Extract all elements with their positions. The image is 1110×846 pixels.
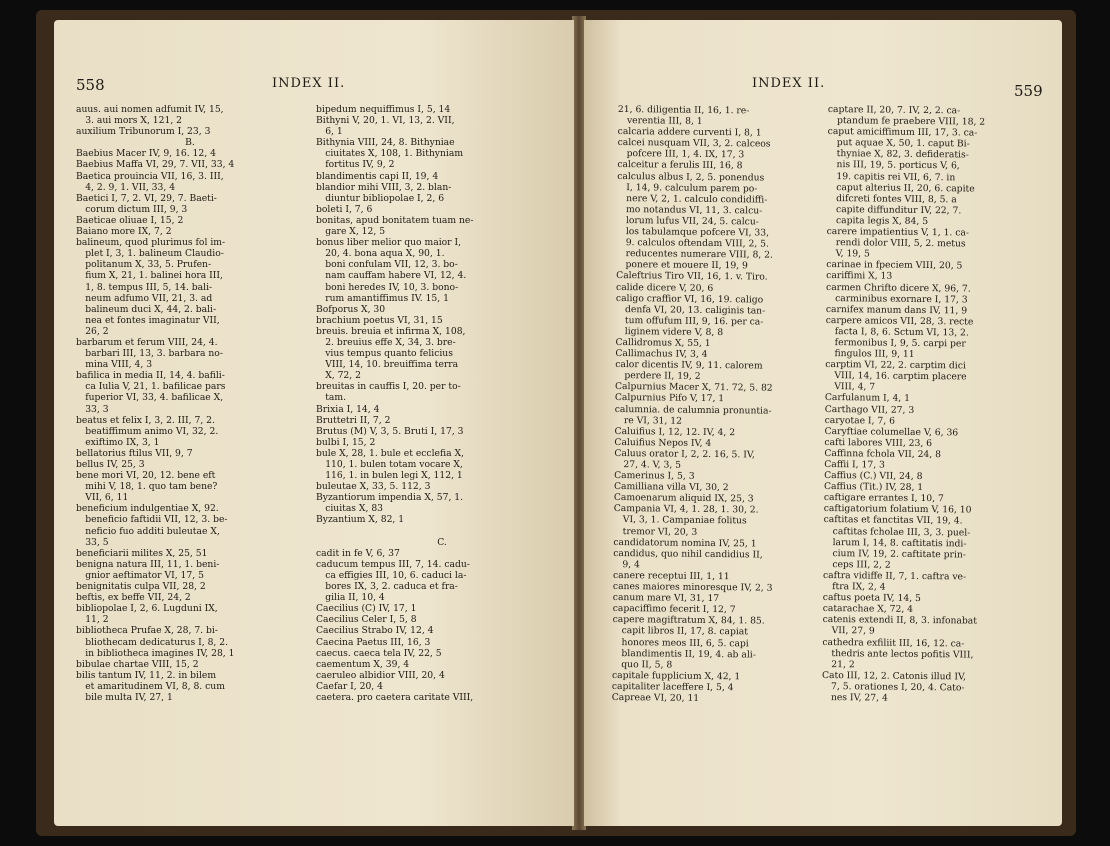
index-line: carpere amicos VII, 28, 3. recte bbox=[825, 314, 974, 328]
index-line: Capreae VI, 20, 11 bbox=[611, 691, 700, 704]
index-line: caetera. pro caetera caritate VIII, bbox=[316, 691, 474, 703]
index-line: capita legis X, 84, 5 bbox=[826, 214, 929, 227]
index-line: fortitus IV, 9, 2 bbox=[316, 159, 395, 171]
index-line: 20, 4. bona aqua X, 90, 1. bbox=[316, 248, 445, 260]
index-line: boni confulam VII, 12, 3. bo- bbox=[316, 259, 458, 271]
index-line: V, 19, 5 bbox=[826, 248, 870, 260]
index-line: caftigatorium folatium V, 16, 10 bbox=[823, 503, 972, 516]
index-line: caftitas fcholae III, 3, 3. puel- bbox=[823, 525, 971, 539]
index-line: calumnia. de calumnia pronuntia- bbox=[614, 403, 772, 417]
index-line: Brixia I, 14, 4 bbox=[316, 403, 380, 415]
index-line: Caffius (Tit.) IV, 28, 1 bbox=[823, 481, 924, 494]
index-line: balineum duci X, 44, 2. bali- bbox=[76, 303, 217, 315]
index-line: Byzantiorum impendia X, 57, 1. bbox=[316, 492, 464, 504]
index-line: vius tempus quanto felicius bbox=[316, 348, 453, 360]
index-line: pofcere III, 1, 4. IX, 17, 3 bbox=[617, 148, 745, 161]
index-line: 26, 2 bbox=[76, 325, 109, 337]
index-line: exiftimo IX, 3, 1 bbox=[76, 436, 160, 448]
index-line: Camoenarum aliquid IX, 25, 3 bbox=[613, 492, 754, 505]
index-line: neum adfumo VII, 21, 3. ad bbox=[76, 292, 213, 304]
index-line: caeruleo albidior VIII, 20, 4 bbox=[316, 669, 445, 681]
index-line: quo II, 5, 8 bbox=[612, 658, 673, 671]
index-line: 9, 4 bbox=[613, 558, 640, 571]
index-line: beneficio faftidii VII, 12, 3. be- bbox=[76, 514, 228, 526]
index-line: reducentes numerare VIII, 8, 2. bbox=[616, 248, 773, 261]
index-line: fium X, 21, 1. balinei hora III, bbox=[76, 270, 223, 282]
index-line bbox=[316, 526, 568, 537]
index-line: VIII, 4, 7 bbox=[824, 381, 876, 393]
index-line: boleti I, 7, 6 bbox=[316, 203, 373, 215]
index-line: 9. calculos oftendam VIII, 2, 5. bbox=[616, 237, 769, 250]
index-line: caftra vidiffe II, 7, 1. caftra ve- bbox=[823, 569, 967, 583]
index-line: put aquae X, 50, 1. caput Bi- bbox=[827, 137, 970, 150]
index-line: 2. breuius effe X, 34, 3. bre- bbox=[316, 336, 456, 348]
index-line: Baiano more IX, 7, 2 bbox=[76, 226, 172, 238]
index-line: tum offufum III, 9, 16. per ca- bbox=[615, 314, 764, 328]
index-line: bipedum nequiffimus I, 5, 14 bbox=[316, 104, 451, 115]
index-line: Camilliana villa VI, 30, 2 bbox=[613, 481, 729, 494]
left-page bbox=[54, 20, 574, 826]
index-line: Bruttetri II, 7, 2 bbox=[316, 414, 391, 426]
index-line: carere impatientius V, 1, 1. ca- bbox=[826, 226, 970, 239]
index-line: rendi dolor VIII, 5, 2. metus bbox=[826, 237, 966, 250]
index-line: caducum tempus III, 7, 14. cadu- bbox=[316, 558, 470, 570]
index-line: blandimentis capi II, 19, 4 bbox=[316, 170, 439, 182]
index-line: Callidromus X, 55, 1 bbox=[615, 336, 711, 349]
index-line: Campania VI, 4, 1. 28, 1. 30, 2. bbox=[613, 503, 759, 516]
index-line: VII, 6, 11 bbox=[76, 492, 129, 504]
index-line: Baebius Macer IV, 9, 16. 12, 4 bbox=[76, 148, 216, 160]
right-page bbox=[584, 20, 1062, 826]
index-line: Caecina Paetus III, 16, 3 bbox=[316, 636, 431, 648]
index-line: breuis. breuia et infirma X, 108, bbox=[316, 325, 466, 337]
index-line: gare X, 12, 5 bbox=[316, 226, 386, 238]
index-line: diuntur bibliopolae I, 2, 6 bbox=[316, 192, 445, 204]
index-line: bores IX, 3, 2. caduca et fra- bbox=[316, 581, 458, 593]
index-line: perdere II, 19, 2 bbox=[615, 370, 701, 383]
index-line: benigna natura III, 11, 1. beni- bbox=[76, 558, 220, 570]
index-line: denfa VI, 20, 13. caliginis tan- bbox=[615, 303, 766, 317]
index-line: catarachae X, 72, 4 bbox=[822, 603, 914, 616]
index-line: thedris ante lectos pofitis VIII, bbox=[822, 647, 974, 661]
index-line: verentia III, 8, 1 bbox=[617, 115, 703, 127]
index-line: calcaria addere curventi I, 8, 1 bbox=[617, 126, 762, 139]
index-line: Baebius Maffa VI, 29, 7. VII, 33, 4 bbox=[76, 159, 235, 171]
index-line: larum I, 14, 8. caftitatis indi- bbox=[823, 536, 967, 550]
index-line: ftra IX, 2, 4 bbox=[822, 581, 886, 593]
index-line: caryotae I, 7, 6 bbox=[824, 414, 896, 427]
index-line: liginem videre V, 8, 8 bbox=[615, 325, 724, 338]
index-line: caligo craffior VI, 16, 19. caligo bbox=[615, 292, 764, 306]
index-line: thyniae X, 82, 3. defideratis- bbox=[827, 148, 969, 161]
index-line: brachium poetus VI, 31, 15 bbox=[316, 314, 443, 326]
index-line: los tabulamque pofcere VI, 33, bbox=[616, 226, 770, 239]
index-line: caput amiciffimum III, 17, 3. ca- bbox=[827, 126, 978, 139]
index-line: neficio fuo additi buleutae X, bbox=[76, 525, 220, 537]
index-line: Camerinus I, 5, 3 bbox=[614, 470, 695, 482]
index-line: tremor VI, 20, 3 bbox=[613, 525, 698, 538]
index-line: bulbi I, 15, 2 bbox=[316, 436, 376, 448]
index-line: blandimentis II, 19, 4. ab ali- bbox=[612, 647, 756, 661]
index-line: bibulae chartae VIII, 15, 2 bbox=[76, 658, 199, 670]
index-line: politanum X, 33, 5. Prufen- bbox=[76, 259, 212, 271]
index-line: bule X, 28, 1. bule et ecclefia X, bbox=[316, 447, 464, 459]
index-line: Bithyni V, 20, 1. VI, 13, 2. VII, bbox=[316, 115, 455, 127]
index-line: Bofporus X, 30 bbox=[316, 303, 386, 315]
index-line: mina VIII, 4, 3 bbox=[76, 359, 153, 371]
index-line: beatus et felix I, 3, 2. III, 7, 2. bbox=[76, 414, 215, 426]
index-line: balineum, quod plurimus fol im- bbox=[76, 237, 226, 249]
index-line: honores meos III, 6, 5. capi bbox=[612, 636, 749, 649]
index-line: 4, 2. 9, 1. VII, 33, 4 bbox=[76, 181, 176, 193]
index-line: calceitur a ferulis III, 16, 8 bbox=[617, 159, 743, 172]
index-line: ceps III, 2, 2 bbox=[823, 558, 891, 571]
right-running-head: INDEX II. bbox=[752, 76, 826, 91]
index-line: capite diffunditur IV, 22, 7. bbox=[826, 203, 962, 217]
index-line: beatiffimum animo VI, 32, 2. bbox=[76, 425, 219, 437]
index-line: 110, 1. bulen totam vocare X, bbox=[316, 459, 463, 470]
index-line: carinae in fpeciem VIII, 20, 5 bbox=[826, 259, 963, 272]
left-page-number: 558 bbox=[76, 76, 105, 94]
right-index-column-1 bbox=[612, 104, 818, 705]
index-line: carptim VI, 22, 2. carptim dici bbox=[825, 359, 966, 372]
index-line: tam. bbox=[316, 392, 346, 404]
index-line: capit libros II, 17, 8. capiat bbox=[612, 625, 749, 638]
index-line: bonitas, apud bonitatem tuam ne- bbox=[316, 214, 474, 226]
index-line: 3. aui mors X, 121, 2 bbox=[76, 115, 183, 127]
index-line: Carthago VII, 27, 3 bbox=[824, 403, 915, 416]
index-line: ca Iulia V, 21, 1. bafilicae pars bbox=[76, 381, 226, 393]
index-line: X, 72, 2 bbox=[316, 370, 361, 382]
index-line: ciuitates X, 108, 1. Bithyniam bbox=[316, 148, 464, 160]
index-line: ponere et mouere II, 19, 9 bbox=[616, 259, 748, 272]
right-page-number: 559 bbox=[1014, 82, 1043, 100]
index-line: in bibliotheca imagines IV, 28, 1 bbox=[76, 647, 235, 659]
index-line: canere receptui III, 1, 11 bbox=[613, 569, 730, 583]
index-line: Baeticae oliuae I, 15, 2 bbox=[76, 214, 184, 226]
index-line: capaciffimo fecerit I, 12, 7 bbox=[612, 603, 736, 616]
index-line: beftis, ex beffe VII, 24, 2 bbox=[76, 592, 191, 604]
index-line: 11, 2 bbox=[76, 614, 109, 626]
index-line: calcei nusquam VII, 3, 2. calceos bbox=[617, 137, 771, 150]
index-line: Carfulanum I, 4, 1 bbox=[824, 392, 911, 405]
index-line: bellatorius ftilus VII, 9, 7 bbox=[76, 447, 193, 459]
index-line: bene mori VI, 20, 12. bene eft bbox=[76, 470, 216, 482]
index-line: Baetici I, 7, 2. VI, 29, 7. Baeti- bbox=[76, 192, 217, 204]
index-line: bonus liber melior quo maior I, bbox=[316, 237, 462, 249]
index-line: cadit in fe V, 6, 37 bbox=[316, 547, 400, 559]
index-line: candidatorum nomina IV, 25, 1 bbox=[613, 536, 757, 550]
index-line: VIII, 14, 16. carptim placere bbox=[825, 370, 967, 383]
index-line: VI, 3, 1. Campaniae folitus bbox=[613, 514, 747, 527]
index-line: Caecilius Celer I, 5, 8 bbox=[316, 614, 417, 626]
index-line: calculus albus I, 2, 5. ponendus bbox=[617, 170, 765, 184]
index-line: blandior mihi VIII, 3, 2. blan- bbox=[316, 181, 452, 193]
index-line: C. bbox=[437, 536, 447, 548]
index-line: Caryftiae columellae V, 6, 36 bbox=[824, 425, 959, 439]
index-line: carnifex manum dans IV, 11, 9 bbox=[825, 303, 968, 317]
right-index-column-2 bbox=[822, 104, 1054, 705]
left-index-column-1 bbox=[76, 104, 304, 703]
index-line: gilia II, 10, 4 bbox=[316, 592, 385, 604]
index-line: 1, 8. tempus III, 5, 14. bali- bbox=[76, 281, 213, 293]
index-line: capitale fupplicium X, 42, 1 bbox=[611, 669, 741, 683]
index-line: canum mare VI, 31, 17 bbox=[612, 592, 720, 605]
index-line: plet I, 3, 1. balineum Claudio- bbox=[76, 248, 224, 260]
index-line: calide dicere V, 20, 6 bbox=[616, 281, 714, 294]
index-line: Caefar I, 20, 4 bbox=[316, 680, 383, 692]
index-line: barbarum et ferum VIII, 24, 4. bbox=[76, 336, 218, 348]
index-line: 21, 2 bbox=[822, 658, 855, 670]
index-line: canes maiores minoresque IV, 2, 3 bbox=[612, 581, 773, 594]
index-line: VIII, 14, 10. breuiffima terra bbox=[316, 359, 459, 371]
index-line: cafti labores VIII, 23, 6 bbox=[824, 436, 933, 449]
index-line: Caffii I, 17, 3 bbox=[824, 458, 885, 471]
index-line: breuitas in cauffis I, 20. per to- bbox=[316, 381, 461, 393]
index-line: ca effigies III, 10, 6. caduci la- bbox=[316, 569, 467, 581]
index-line: Bithynia VIII, 24, 8. Bithyniae bbox=[316, 137, 455, 149]
index-line: fingulos III, 9, 11 bbox=[825, 348, 915, 360]
index-line: carmen Chrifto dicere X, 96, 7. bbox=[826, 281, 971, 295]
index-line: Caecilius (C) IV, 17, 1 bbox=[316, 603, 417, 615]
index-line: Caecilius Strabo IV, 12, 4 bbox=[316, 625, 434, 637]
index-line: caecus. caeca tela IV, 22, 5 bbox=[316, 647, 442, 659]
index-line: auxilium Tribunorum I, 23, 3 bbox=[76, 126, 211, 138]
index-line: VII, 27, 9 bbox=[822, 625, 875, 637]
index-line: captare II, 20, 7. IV, 2, 2. ca- bbox=[827, 104, 961, 117]
index-line: bibliopolae I, 2, 6. Lugduni IX, bbox=[76, 603, 218, 615]
index-line: mo notandus VI, 11, 3. calcu- bbox=[616, 203, 763, 217]
index-line: caftigare errantes I, 10, 7 bbox=[823, 492, 944, 505]
index-line: Caleftrius Tiro VII, 16, 1. v. Tiro. bbox=[616, 270, 768, 283]
index-line: ciuitas X, 83 bbox=[316, 503, 384, 515]
index-line: cariffimi X, 13 bbox=[826, 270, 893, 283]
index-line: bilis tantum IV, 11, 2. in bilem bbox=[76, 669, 217, 681]
index-line: bliothecam dedicaturus I, 8, 2. bbox=[76, 636, 229, 648]
index-line: nis III, 19, 5. porticus V, 6, bbox=[827, 159, 960, 172]
index-line: mihi V, 18, 1. quo tam bene? bbox=[76, 481, 218, 493]
index-line: rum amantiffimus IV. 15, 1 bbox=[316, 292, 449, 304]
index-line: 7, 5. orationes I, 20, 4. Cato- bbox=[821, 680, 965, 694]
index-line: ptandum fe praebere VIII, 18, 2 bbox=[827, 115, 986, 128]
index-line: 33, 5 bbox=[76, 536, 109, 548]
left-index-column-2 bbox=[316, 104, 568, 703]
open-book bbox=[36, 10, 1076, 836]
index-line: 19. capitis rei VII, 6, 7. in bbox=[827, 170, 956, 183]
index-line: lorum lufus VII, 24, 5. calcu- bbox=[616, 214, 759, 228]
index-line: carminibus exornare I, 17, 3 bbox=[825, 292, 968, 306]
index-line: 21, 6. diligentia II, 16, 1. re- bbox=[617, 104, 750, 117]
index-line: Caluifius Nepos IV, 4 bbox=[614, 436, 712, 449]
index-line: bibliotheca Prufae X, 28, 7. bi- bbox=[76, 625, 218, 637]
index-line: caftus poeta IV, 14, 5 bbox=[822, 592, 921, 605]
index-line: nere V, 2, 1. calculo condidiffi- bbox=[616, 192, 768, 206]
left-running-head: INDEX II. bbox=[272, 76, 346, 91]
index-line: auus. aui nomen adfumit IV, 15, bbox=[76, 104, 224, 115]
index-line: fermonibus I, 9, 5. carpi per bbox=[825, 336, 966, 350]
index-line: corum dictum III, 9, 3 bbox=[76, 203, 188, 215]
index-line: Caffius (C.) VII, 24, 8 bbox=[824, 470, 923, 483]
index-line: Byzantium X, 82, 1 bbox=[316, 514, 405, 526]
index-line: fuperior VI, 33, 4. bafilicae X, bbox=[76, 392, 224, 404]
index-line: caftitas et fanctitas VII, 19, 4. bbox=[823, 514, 963, 527]
index-line: re VI, 31, 12 bbox=[614, 414, 683, 427]
index-line: cium IV, 19, 2. caftitate prin- bbox=[823, 547, 967, 561]
index-line: bile multa IV, 27, 1 bbox=[76, 691, 173, 703]
index-line: et amaritudinem VI, 8, 8. cum bbox=[76, 680, 225, 692]
index-line: beneficiarii milites X, 25, 51 bbox=[76, 547, 208, 559]
index-line: calor dicentis IV, 9, 11. calorem bbox=[615, 359, 763, 372]
index-line: bafilica in media II, 14, 4. bafili- bbox=[76, 370, 225, 382]
index-line: Brutus (M) V, 3, 5. Bruti I, 17, 3 bbox=[316, 425, 464, 437]
index-line: 6, 1 bbox=[316, 126, 343, 138]
index-line: nea et fontes imaginatur VII, bbox=[76, 314, 220, 326]
index-line: I, 14, 9. calculum parem po- bbox=[617, 181, 758, 195]
index-line: bellus IV, 25, 3 bbox=[76, 459, 145, 470]
index-line: buleutae X, 33, 5. 112, 3 bbox=[316, 481, 431, 493]
index-line: Callimachus IV, 3, 4 bbox=[615, 348, 708, 361]
index-line: B. bbox=[185, 137, 195, 149]
index-line: difcreti fontes VIII, 8, 5. a bbox=[826, 192, 957, 206]
index-line: 116, 1. in bulen legi X, 112, 1 bbox=[316, 470, 463, 482]
index-line: nes IV, 27, 4 bbox=[821, 691, 888, 704]
index-line: barbari III, 13, 3. barbara no- bbox=[76, 348, 223, 360]
index-line: Baetica prouincia VII, 16, 3. III, bbox=[76, 170, 224, 182]
index-line: Calpurnius Pifo V, 17, 1 bbox=[614, 392, 725, 405]
index-line: Cato III, 12, 2. Catonis illud IV, bbox=[821, 669, 967, 683]
index-line: Caluus orator I, 2, 2. 16, 5. IV, bbox=[614, 447, 755, 461]
index-line: Caffinna fchola VII, 24, 8 bbox=[824, 447, 942, 461]
index-line: caementum X, 39, 4 bbox=[316, 658, 410, 670]
index-line: 33, 3 bbox=[76, 403, 109, 415]
index-line: facta I, 8, 6. Sctum VI, 13, 2. bbox=[825, 325, 969, 339]
index-line: candidus, quo nihil candidius II, bbox=[613, 547, 763, 561]
index-line: cathedra exfiliit III, 16, 12. ca- bbox=[822, 636, 965, 649]
index-line: capitaliter laceffere I, 5, 4 bbox=[611, 680, 734, 694]
index-line: caput alterius II, 20, 6. capite bbox=[827, 181, 975, 195]
index-line: beneficium indulgentiae X, 92. bbox=[76, 503, 219, 515]
index-line: Calpurnius Macer X, 71. 72, 5. 82 bbox=[614, 381, 773, 394]
index-line: boni heredes IV, 10, 3. bono- bbox=[316, 281, 459, 293]
index-line: gnior aeftimator VI, 17, 5 bbox=[76, 569, 204, 581]
index-line: benignitatis culpa VII, 28, 2 bbox=[76, 581, 206, 593]
index-line: nam cauffam habere VI, 12, 4. bbox=[316, 270, 467, 282]
index-line: 27, 4. V, 3, 5 bbox=[614, 458, 682, 471]
index-line: capere magiftratum X, 84, 1. 85. bbox=[612, 614, 765, 627]
index-line: Caluifius I, 12, 12. IV, 4, 2 bbox=[614, 425, 736, 438]
index-line: catenis extendi II, 8, 3. infonabat bbox=[822, 614, 978, 627]
